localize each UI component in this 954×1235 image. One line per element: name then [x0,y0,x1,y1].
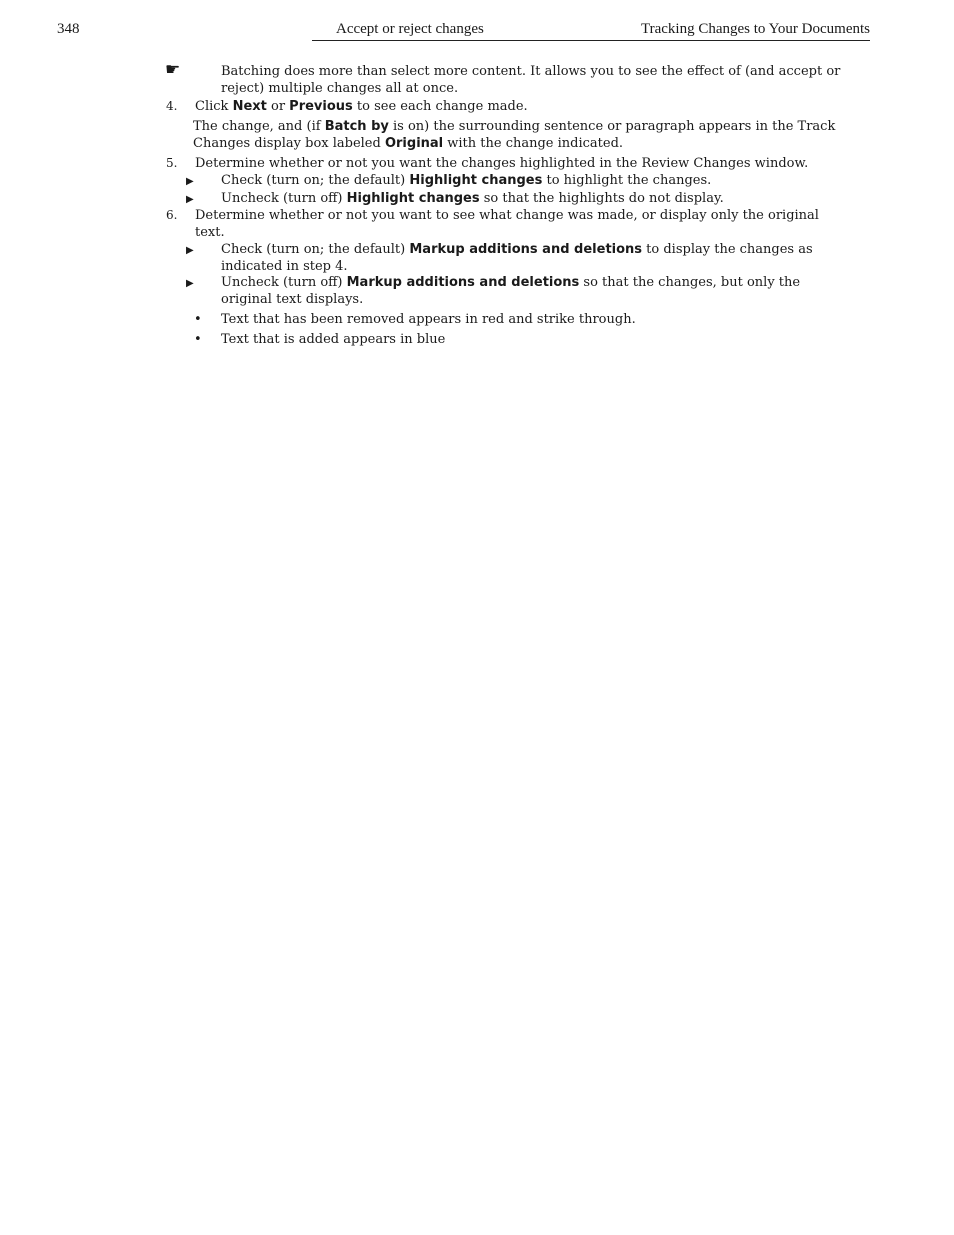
triangle-bullet-icon: ▶ [186,176,194,187]
bullet-dot-icon: • [194,332,202,347]
list-item: Text that has been removed appears in red and strike through. [221,312,636,327]
list-item: Text that is added appears in blue [221,332,446,347]
step-number: 5. [166,156,178,170]
pointing-hand-icon: ☛ [165,60,181,80]
triangle-bullet-icon: ▶ [186,194,194,205]
previous-label: Previous [289,99,353,114]
text-segment: to display the changes as indicated in step 4. [221,242,813,274]
triangle-bullet-icon: ▶ [186,278,194,289]
text-segment: so that the changes, but only the original text displays. [221,275,801,307]
list-item [221,190,851,207]
text-segment: or [266,99,290,114]
triangle-bullet-icon: ▶ [186,245,194,256]
batch-by-label: Batch by [324,119,389,134]
section-title: Accept or reject changes [336,21,484,37]
highlight-changes-label: Highlight changes [409,173,543,188]
text-segment: Uncheck (turn off) [221,275,347,290]
list-item [221,274,821,308]
highlight-changes-label: Highlight changes [346,191,480,206]
text-segment: Uncheck (turn off) [221,191,347,206]
text-segment: The change, and (if [193,119,325,134]
text-segment: so that the highlights do not display. [479,191,724,206]
text-segment: Check (turn on; the default) [221,173,410,188]
text-segment: with the change indicated. [443,136,624,151]
markup-additions-label: Markup additions and deletions [346,275,580,290]
step-5-text: Determine whether or not you want the changes highlighted in the Review Changes window. [195,156,809,171]
text-segment: is on) the surrounding sentence or paragraph appears in the Track Changes display box labeled [193,119,836,151]
step-6-text: Determine whether or not you want to see what change was made, or display only the original text. [195,208,819,240]
page-number: 348 [57,21,80,37]
step-number: 6. [166,208,178,222]
text-segment: Check (turn on; the default) [221,242,410,257]
text-segment: Click [195,99,233,114]
text-segment: to highlight the changes. [542,173,712,188]
step-number: 4. [166,99,178,113]
step-4-text [195,98,855,115]
note-text: Batching does more than select more content. It allows you to see the effect of (and accept or reject) multiple changes all at once. [221,64,841,96]
header-rule [312,40,870,41]
text-segment: to see each change made. [352,99,528,114]
list-item [221,241,831,275]
bullet-dot-icon: • [194,312,202,327]
original-label: Original [384,136,444,151]
markup-additions-label: Markup additions and deletions [409,242,643,257]
next-label: Next [232,99,267,114]
chapter-title: Tracking Changes to Your Documents [640,21,870,37]
step-4-paragraph [193,118,843,152]
list-item [221,172,851,189]
